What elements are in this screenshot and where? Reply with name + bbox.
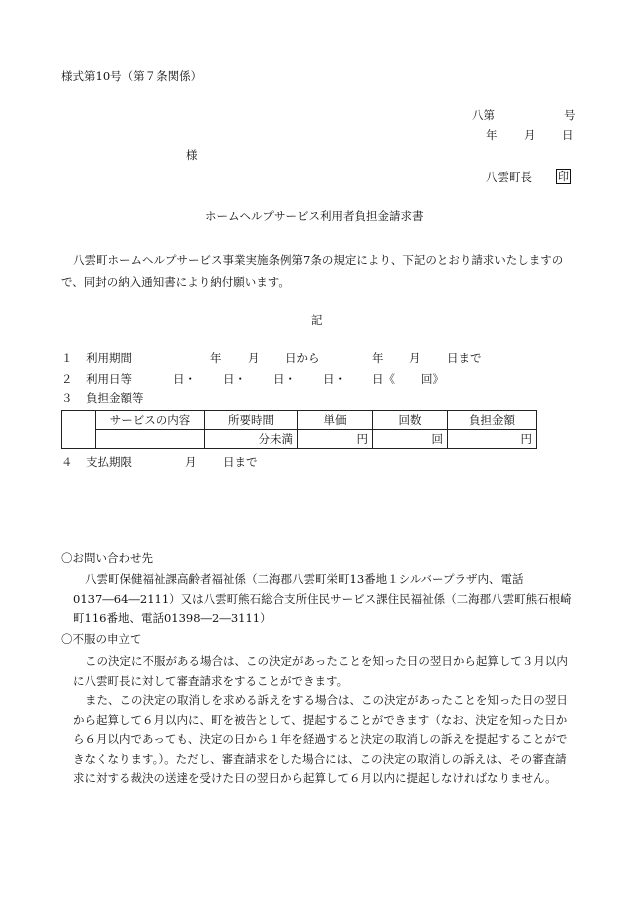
date-year: 年 <box>486 128 498 142</box>
appeal-paragraph-1: この決定に不服がある場合は、この決定があったことを知った日の翌日から起算して３月以内に八雲町長に対して審査請求をすることができます。 <box>73 654 568 688</box>
table-cell: 円 <box>298 430 373 449</box>
table-header-cell: 負担金額 <box>448 411 537 430</box>
contact-body: 八雲町保健福祉課高齢者福祉係（二海郡八雲町栄町13番地１シルバープラザ内、電話0137―64―2111）又は八雲町熊石総合支所住民サービス課住民福祉係（二海郡八雲町熊石根崎町116番地、電話01398―2―3111） <box>73 572 572 625</box>
date-month: 月 <box>524 128 536 142</box>
item-usage-period: １ 利用期間 年 月 日から 年 月 日まで <box>61 351 482 365</box>
item-fee-amount: ３ 負担金額等 <box>61 391 144 405</box>
document-title: ホームヘルプサービス利用者負担金請求書 <box>205 209 424 223</box>
table-cell: 分未満 <box>205 430 298 449</box>
reference-number <box>472 108 576 122</box>
table-cell: 回 <box>373 430 448 449</box>
table-header-row <box>62 411 537 430</box>
item-usage-days: ２ 利用日等 日・ 日・ 日・ 日・ 日《 回》 <box>61 372 444 386</box>
table-header-cell: 単価 <box>298 411 373 430</box>
addressee-suffix: 様 <box>186 148 198 162</box>
ref-suffix: 号 <box>564 108 576 122</box>
issuer-name: 八雲町長 <box>486 170 532 184</box>
table-blank-cell <box>62 411 96 449</box>
table-header-cell: 回数 <box>373 411 448 430</box>
table-row <box>62 430 537 449</box>
body-paragraph: 八雲町ホームヘルプサービス事業実施条例第7条の規定により、下記のとおり請求いたしますので、同封の納入通知書により納付願います。 <box>61 253 564 289</box>
issuer <box>486 170 569 184</box>
appeal-paragraph-2: また、この決定の取消しを求める訴えをする場合は、この決定があったことを知った日の翌日から起算して６月以内に、町を被告として、提起することができます（なお、決定を知った日から６月以内であっても、決定の日から１年を経過すると決定の取消しの訴えを提起することができなくなります。）。ただし、審査請求をした場合には、この決定の取消しの訴えは、その審査請求に対する裁決の送達を受けた日の翌日から起算して６月以内に提起しなければなりません。 <box>73 693 568 785</box>
appeal-heading: 〇不服の申立て <box>61 632 142 646</box>
ref-prefix: 八第 <box>472 108 495 122</box>
ki-heading: 記 <box>311 313 323 327</box>
table-cell <box>96 430 205 449</box>
fee-table <box>61 410 537 449</box>
item-payment-deadline: ４ 支払期限 月 日まで <box>61 455 258 469</box>
contact-heading: 〇お問い合わせ先 <box>61 551 153 565</box>
table-header-cell: サービスの内容 <box>96 411 205 430</box>
date-day: 日 <box>562 128 574 142</box>
table-cell: 円 <box>448 430 537 449</box>
table-header-cell: 所要時間 <box>205 411 298 430</box>
seal-mark: 印 <box>558 170 569 183</box>
form-number: 様式第10号（第７条関係） <box>61 69 203 83</box>
